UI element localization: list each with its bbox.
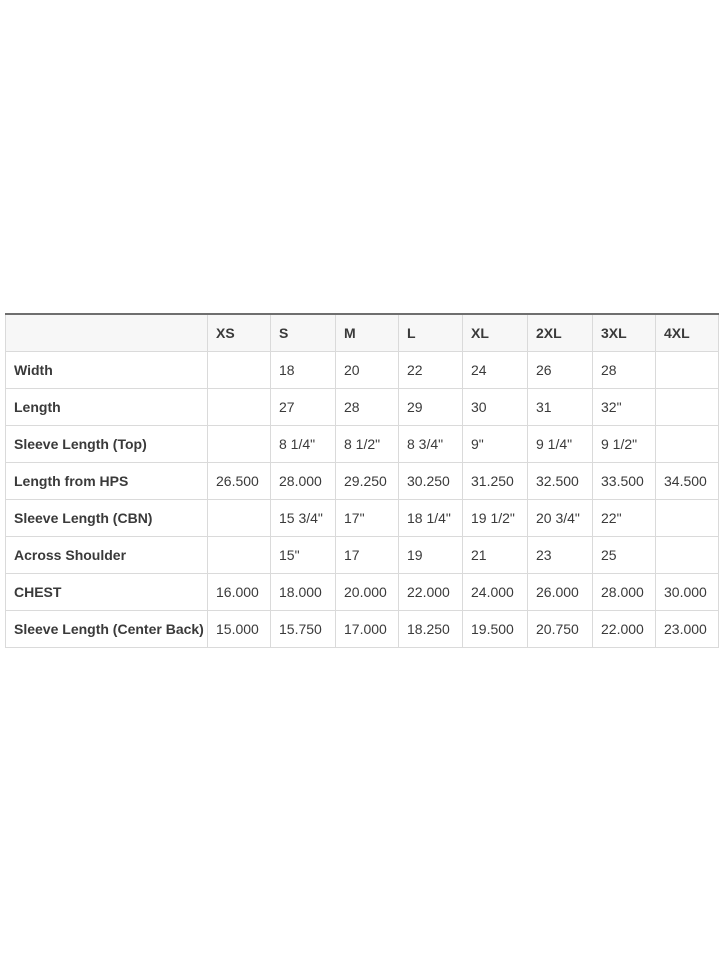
table-cell: 17 bbox=[336, 537, 399, 574]
table-cell: 29.250 bbox=[336, 463, 399, 500]
header-corner-cell bbox=[6, 314, 208, 352]
table-cell bbox=[208, 426, 271, 463]
table-cell: 19.500 bbox=[463, 611, 528, 648]
table-cell: 16.000 bbox=[208, 574, 271, 611]
header-size-l: L bbox=[399, 314, 463, 352]
row-label: Sleeve Length (Top) bbox=[6, 426, 208, 463]
table-row-across-shoulder bbox=[6, 537, 719, 574]
header-size-4xl: 4XL bbox=[656, 314, 719, 352]
table-cell: 18.000 bbox=[271, 574, 336, 611]
table-cell: 21 bbox=[463, 537, 528, 574]
table-row-sleeve-length-cbn bbox=[6, 500, 719, 537]
table-cell: 26.000 bbox=[528, 574, 593, 611]
table-cell: 20.750 bbox=[528, 611, 593, 648]
table-cell: 26.500 bbox=[208, 463, 271, 500]
table-cell: 18 1/4" bbox=[399, 500, 463, 537]
table-cell: 28 bbox=[593, 352, 656, 389]
table-cell: 9 1/4" bbox=[528, 426, 593, 463]
table-row-sleeve-length-top bbox=[6, 426, 719, 463]
table-cell: 27 bbox=[271, 389, 336, 426]
table-cell: 32.500 bbox=[528, 463, 593, 500]
header-size-s: S bbox=[271, 314, 336, 352]
row-label: Sleeve Length (Center Back) bbox=[6, 611, 208, 648]
table-cell: 18 bbox=[271, 352, 336, 389]
header-row bbox=[6, 314, 719, 352]
table-cell bbox=[208, 500, 271, 537]
header-size-3xl: 3XL bbox=[593, 314, 656, 352]
table-cell bbox=[656, 426, 719, 463]
row-label: Sleeve Length (CBN) bbox=[6, 500, 208, 537]
table-cell bbox=[656, 352, 719, 389]
table-cell: 15 3/4" bbox=[271, 500, 336, 537]
table-cell: 22 bbox=[399, 352, 463, 389]
table-cell: 34.500 bbox=[656, 463, 719, 500]
table-cell: 31 bbox=[528, 389, 593, 426]
table-cell: 8 1/2" bbox=[336, 426, 399, 463]
table-cell: 22" bbox=[593, 500, 656, 537]
table-cell: 30.250 bbox=[399, 463, 463, 500]
table-cell: 24 bbox=[463, 352, 528, 389]
table-cell: 32" bbox=[593, 389, 656, 426]
table-cell: 30.000 bbox=[656, 574, 719, 611]
header-size-xl: XL bbox=[463, 314, 528, 352]
table-cell: 26 bbox=[528, 352, 593, 389]
table-cell: 30 bbox=[463, 389, 528, 426]
table-cell: 20 3/4" bbox=[528, 500, 593, 537]
table-cell: 9 1/2" bbox=[593, 426, 656, 463]
table-cell: 28.000 bbox=[271, 463, 336, 500]
table-cell: 9" bbox=[463, 426, 528, 463]
row-label: Length bbox=[6, 389, 208, 426]
row-label: Length from HPS bbox=[6, 463, 208, 500]
table-cell: 24.000 bbox=[463, 574, 528, 611]
table-cell: 29 bbox=[399, 389, 463, 426]
table-cell: 20 bbox=[336, 352, 399, 389]
table-cell: 28.000 bbox=[593, 574, 656, 611]
table-row-sleeve-length-center-back bbox=[6, 611, 719, 648]
size-chart-header bbox=[6, 314, 719, 352]
table-row-length-from-hps bbox=[6, 463, 719, 500]
table-cell: 15.750 bbox=[271, 611, 336, 648]
table-row-length bbox=[6, 389, 719, 426]
table-cell: 20.000 bbox=[336, 574, 399, 611]
table-cell: 18.250 bbox=[399, 611, 463, 648]
row-label: CHEST bbox=[6, 574, 208, 611]
table-cell: 23.000 bbox=[656, 611, 719, 648]
table-row-width bbox=[6, 352, 719, 389]
table-cell: 15.000 bbox=[208, 611, 271, 648]
table-cell bbox=[656, 537, 719, 574]
table-cell: 25 bbox=[593, 537, 656, 574]
table-cell bbox=[208, 352, 271, 389]
table-cell bbox=[208, 389, 271, 426]
table-cell bbox=[208, 537, 271, 574]
header-size-m: M bbox=[336, 314, 399, 352]
table-cell bbox=[656, 389, 719, 426]
header-size-xs: XS bbox=[208, 314, 271, 352]
table-cell: 19 bbox=[399, 537, 463, 574]
header-size-2xl: 2XL bbox=[528, 314, 593, 352]
row-label: Width bbox=[6, 352, 208, 389]
size-chart-table bbox=[5, 313, 719, 648]
size-chart-body bbox=[6, 352, 719, 648]
table-cell: 31.250 bbox=[463, 463, 528, 500]
table-cell: 15" bbox=[271, 537, 336, 574]
table-cell: 8 1/4" bbox=[271, 426, 336, 463]
table-cell bbox=[656, 500, 719, 537]
table-cell: 23 bbox=[528, 537, 593, 574]
table-cell: 17.000 bbox=[336, 611, 399, 648]
table-cell: 8 3/4" bbox=[399, 426, 463, 463]
table-cell: 33.500 bbox=[593, 463, 656, 500]
row-label: Across Shoulder bbox=[6, 537, 208, 574]
table-cell: 28 bbox=[336, 389, 399, 426]
table-cell: 17" bbox=[336, 500, 399, 537]
table-cell: 22.000 bbox=[593, 611, 656, 648]
table-cell: 19 1/2" bbox=[463, 500, 528, 537]
table-cell: 22.000 bbox=[399, 574, 463, 611]
table-row-chest bbox=[6, 574, 719, 611]
